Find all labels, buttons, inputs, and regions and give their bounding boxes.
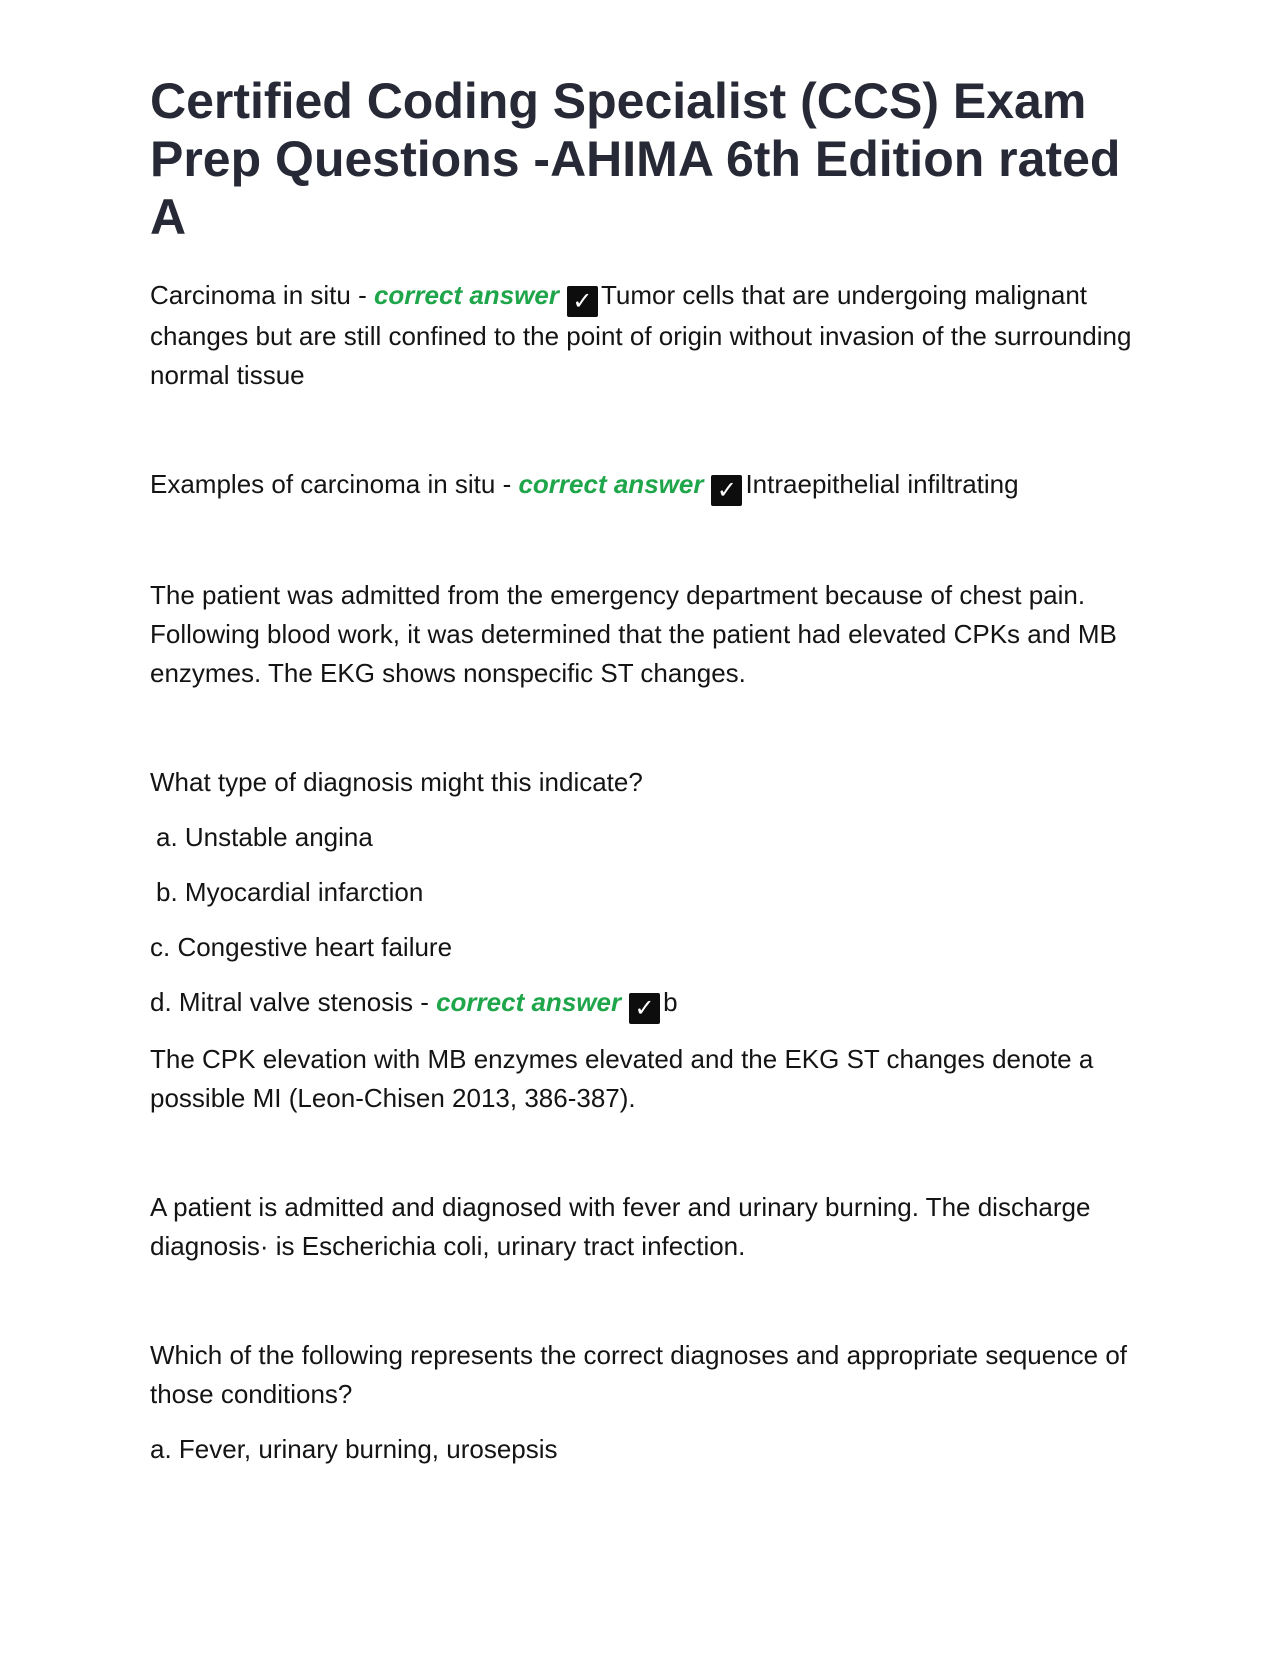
answer-text: b <box>663 987 678 1017</box>
document-page <box>150 72 1140 1469</box>
question-prompt: What type of diagnosis might this indicate? <box>150 767 643 797</box>
check-icon: ✓ <box>711 475 742 506</box>
qa-carcinoma-examples <box>150 465 1140 506</box>
check-icon: ✓ <box>567 286 598 317</box>
question-term: Examples of carcinoma in situ - <box>150 469 519 499</box>
option-a: a. Fever, urinary burning, urosepsis <box>150 1434 558 1464</box>
option-b: b. Myocardial infarction <box>156 877 424 907</box>
answer-text: Tumor cells that are undergoing malignant changes but are still confined to the point of origin without invasion of the surrounding normal tissue <box>150 280 1132 390</box>
option-d <box>150 983 1140 1024</box>
option-a: a. Unstable angina <box>156 822 373 852</box>
qa-carcinoma-in-situ <box>150 276 1140 395</box>
check-icon: ✓ <box>629 993 660 1024</box>
rationale: The CPK elevation with MB enzymes elevated and the EKG ST changes denote a possible MI (Leon-Chisen 2013, 386-387). <box>150 1044 1094 1113</box>
page-title: Certified Coding Specialist (CCS) Exam Prep Questions -AHIMA 6th Edition rated A <box>150 73 1121 245</box>
question-prompt: Which of the following represents the correct diagnoses and appropriate sequence of those conditions? <box>150 1340 1128 1409</box>
correct-answer-label: correct answer <box>436 987 622 1017</box>
correct-answer-label: correct answer <box>373 280 559 310</box>
question-scenario: A patient is admitted and diagnosed with fever and urinary burning. The discharge diagnosis· is Escherichia coli, urinary tract infection. <box>150 1192 1091 1261</box>
option-d-text: d. Mitral valve stenosis - <box>150 987 437 1017</box>
question-term: Carcinoma in situ - <box>150 280 374 310</box>
question-scenario: The patient was admitted from the emergency department because of chest pain. Following blood work, it was determined that the patient had elevated CPKs and MB enzymes. The EKG shows nonspecific ST changes. <box>150 580 1117 688</box>
answer-text: Intraepithelial infiltrating <box>745 469 1019 499</box>
correct-answer-label: correct answer <box>518 469 704 499</box>
option-c: c. Congestive heart failure <box>150 932 453 962</box>
